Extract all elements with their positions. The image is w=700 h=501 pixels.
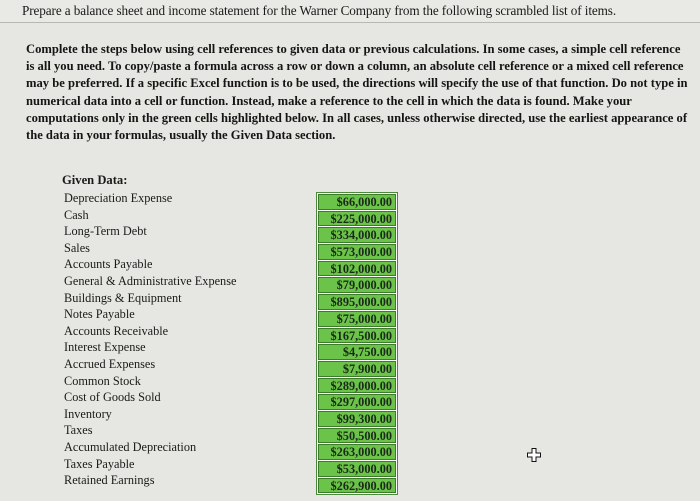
value-cell[interactable]: $225,000.00 (318, 211, 396, 227)
item-label: Common Stock (64, 373, 141, 388)
value-cell[interactable]: $50,500.00 (318, 428, 396, 444)
value-cell[interactable]: $263,000.00 (318, 444, 396, 460)
value-cell[interactable]: $66,000.00 (318, 194, 396, 210)
item-label: Taxes (64, 423, 93, 438)
item-label: Sales (64, 240, 90, 255)
value-cell[interactable]: $53,000.00 (318, 461, 396, 477)
item-label: Taxes Payable (64, 456, 135, 471)
instructions-text: Complete the steps below using cell references to given data or previous calculations. In some cases, a simple cell reference is all you need. To copy/paste a formula across a row or down a column, an absolute cell reference or a mixed cell reference may be preferred. If a specific Excel function is to be used, the directions will specify the use of that function. Do not type in numerical data into a cell or function. Instead, make a reference to the cell in which the data is found. Make your computations only in the green cells highlighted below. In all cases, unless otherwise directed, use the earliest appearance of the data in your formulas, usually the Given Data section. (26, 42, 688, 143)
value-cell[interactable]: $297,000.00 (318, 394, 396, 410)
value-cell[interactable]: $167,500.00 (318, 328, 396, 344)
value-cell[interactable]: $573,000.00 (318, 244, 396, 260)
value-cell[interactable]: $334,000.00 (318, 227, 396, 243)
value-cell[interactable]: $262,900.00 (318, 478, 396, 494)
value-cell[interactable]: $7,900.00 (318, 361, 396, 377)
item-label: Long-Term Debt (64, 224, 147, 239)
prompt-bar (0, 0, 700, 23)
item-label: Depreciation Expense (64, 191, 173, 205)
value-cell[interactable]: $289,000.00 (318, 378, 396, 394)
value-cell[interactable]: $4,750.00 (318, 344, 396, 360)
item-label: Retained Earnings (64, 473, 155, 488)
value-cell[interactable]: $895,000.00 (318, 294, 396, 310)
value-cell[interactable]: $99,300.00 (318, 411, 396, 427)
item-label: Buildings & Equipment (64, 290, 182, 305)
plus-cross-cursor-icon (527, 448, 541, 462)
item-label: Interest Expense (64, 340, 146, 355)
given-data-labels (64, 190, 236, 489)
item-label: Cost of Goods Sold (64, 390, 161, 405)
given-data-values (316, 192, 398, 495)
value-cell[interactable]: $75,000.00 (318, 311, 396, 327)
item-label: Accounts Receivable (64, 323, 169, 338)
item-label: Inventory (64, 406, 112, 421)
given-data-title: Given Data: (62, 173, 128, 187)
item-label: General & Administrative Expense (64, 273, 237, 288)
item-label: Accrued Expenses (64, 356, 156, 371)
item-label: Notes Payable (64, 307, 135, 322)
item-label: Accumulated Depreciation (64, 439, 197, 454)
value-cell[interactable]: $102,000.00 (318, 261, 396, 277)
value-cell[interactable]: $79,000.00 (318, 277, 396, 293)
item-label: Cash (64, 207, 89, 222)
prompt-text: Prepare a balance sheet and income statement for the Warner Company from the following scrambled list of items. (22, 3, 617, 18)
item-label: Accounts Payable (64, 257, 153, 272)
